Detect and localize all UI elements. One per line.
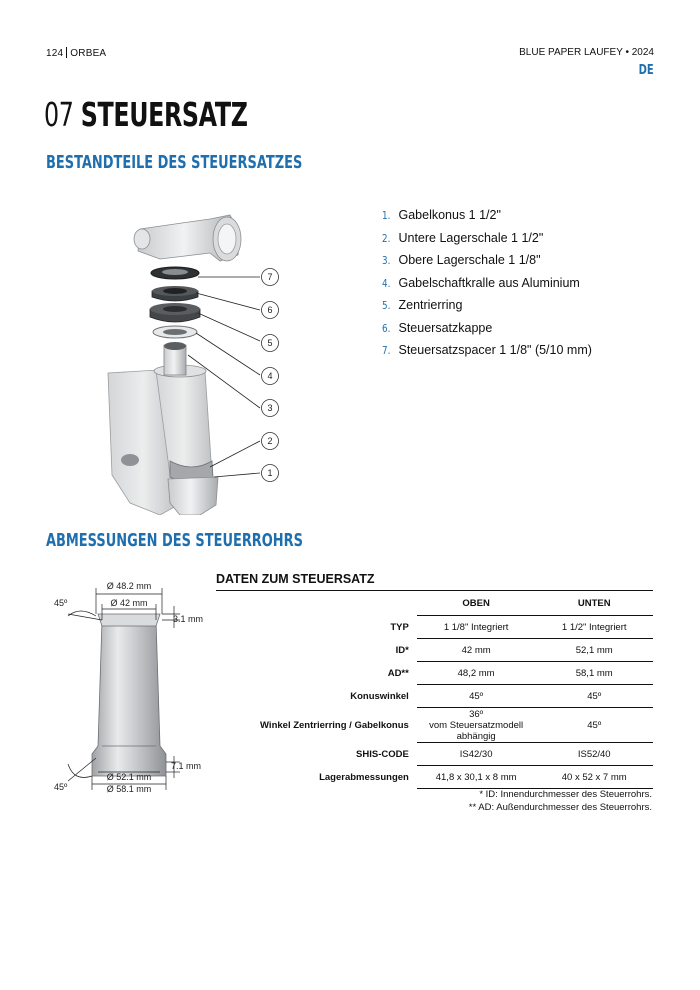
list-item: 3. Obere Lagerschale 1 1/8" xyxy=(382,253,541,267)
dim-top-outer: Ø 48.2 mm xyxy=(106,581,152,591)
header-divider xyxy=(66,47,67,58)
dim-bottom-outer: Ø 58.1 mm xyxy=(106,784,152,794)
footnote: * ID: Innendurchmesser des Steuerrohrs. xyxy=(479,789,652,800)
table-row: SHIS-CODE IS42/30 IS52/40 xyxy=(216,743,653,766)
leader-line xyxy=(198,313,260,341)
chapter-number: 07 xyxy=(44,95,74,134)
components-list xyxy=(382,206,592,364)
callout-number: 6 xyxy=(267,305,273,315)
column-header: UNTEN xyxy=(535,591,653,616)
list-item: 7. Steuersatzspacer 1 1/8" (5/10 mm) xyxy=(382,343,592,357)
head-tube-dimension-drawing xyxy=(40,576,215,801)
leader-line xyxy=(196,333,260,375)
dim-top-inner: Ø 42 mm xyxy=(110,598,148,608)
callout-number: 1 xyxy=(267,468,273,478)
table-row: Konuswinkel 45º 45º xyxy=(216,685,653,708)
footnote: ** AD: Außendurchmesser des Steuerrohrs. xyxy=(468,802,652,813)
callout-number: 4 xyxy=(267,371,273,381)
headset-data-table xyxy=(216,590,653,789)
components-heading: BESTANDTEILE DES STEUERSATZES xyxy=(46,152,303,173)
callout-number: 7 xyxy=(267,272,273,282)
callout-number: 2 xyxy=(267,436,273,446)
dim-bottom-inner: Ø 52.1 mm xyxy=(106,772,152,782)
dim-bottom-depth: 7.1 mm xyxy=(171,761,202,771)
dimensions-heading: ABMESSUNGEN DES STEUERROHRS xyxy=(46,530,303,551)
list-item: 1. Gabelkonus 1 1/2" xyxy=(382,208,501,222)
callout-number: 3 xyxy=(267,403,273,413)
table-row: ID* 42 mm 52,1 mm xyxy=(216,639,653,662)
head-tube-body xyxy=(92,620,166,776)
table-row: AD** 48,2 mm 58,1 mm xyxy=(216,662,653,685)
list-item: 5. Zentrierring xyxy=(382,298,463,312)
brand-name: ORBEA xyxy=(70,48,107,59)
list-item: 4. Gabelschaftkralle aus Aluminium xyxy=(382,275,580,290)
leader-line xyxy=(214,473,260,477)
language-tag: DE xyxy=(638,63,654,78)
page-header-left xyxy=(46,47,106,59)
publication-title: BLUE PAPER LAUFEY • 2024 xyxy=(519,47,654,58)
column-header: OBEN xyxy=(417,591,536,616)
table-footnotes xyxy=(469,788,652,814)
list-item: 2. Untere Lagerschale 1 1/2" xyxy=(382,230,544,245)
dim-angle-top: 45º xyxy=(54,598,68,608)
fork-crown xyxy=(168,477,218,515)
list-item: 6. Steuersatzkappe xyxy=(382,320,493,335)
table-title: DATEN ZUM STEUERSATZ xyxy=(216,572,375,586)
page-number: 124 xyxy=(46,48,64,59)
dim-angle-bottom: 45º xyxy=(54,782,68,792)
table-row: Winkel Zentrierring / Gabelkonus 36º vom Steuersatzmodell abhängig 45º xyxy=(216,708,653,743)
table-header-row xyxy=(216,591,653,616)
leader-line xyxy=(196,293,260,310)
chapter-name: STEUERSATZ xyxy=(80,95,248,134)
chapter-title xyxy=(44,95,248,134)
frame-cutout xyxy=(121,454,139,466)
table-row: TYP 1 1/8" Integriert 1 1/2" Integriert xyxy=(216,616,653,639)
dim-top-depth: 3.1 mm xyxy=(173,614,204,624)
leader-line xyxy=(210,441,260,467)
callout-number: 5 xyxy=(267,338,273,348)
headset-exploded-illustration xyxy=(100,205,290,515)
table-row: Lagerabmessungen 41,8 x 30,1 x 8 mm 40 x 52 x 7 mm xyxy=(216,766,653,789)
